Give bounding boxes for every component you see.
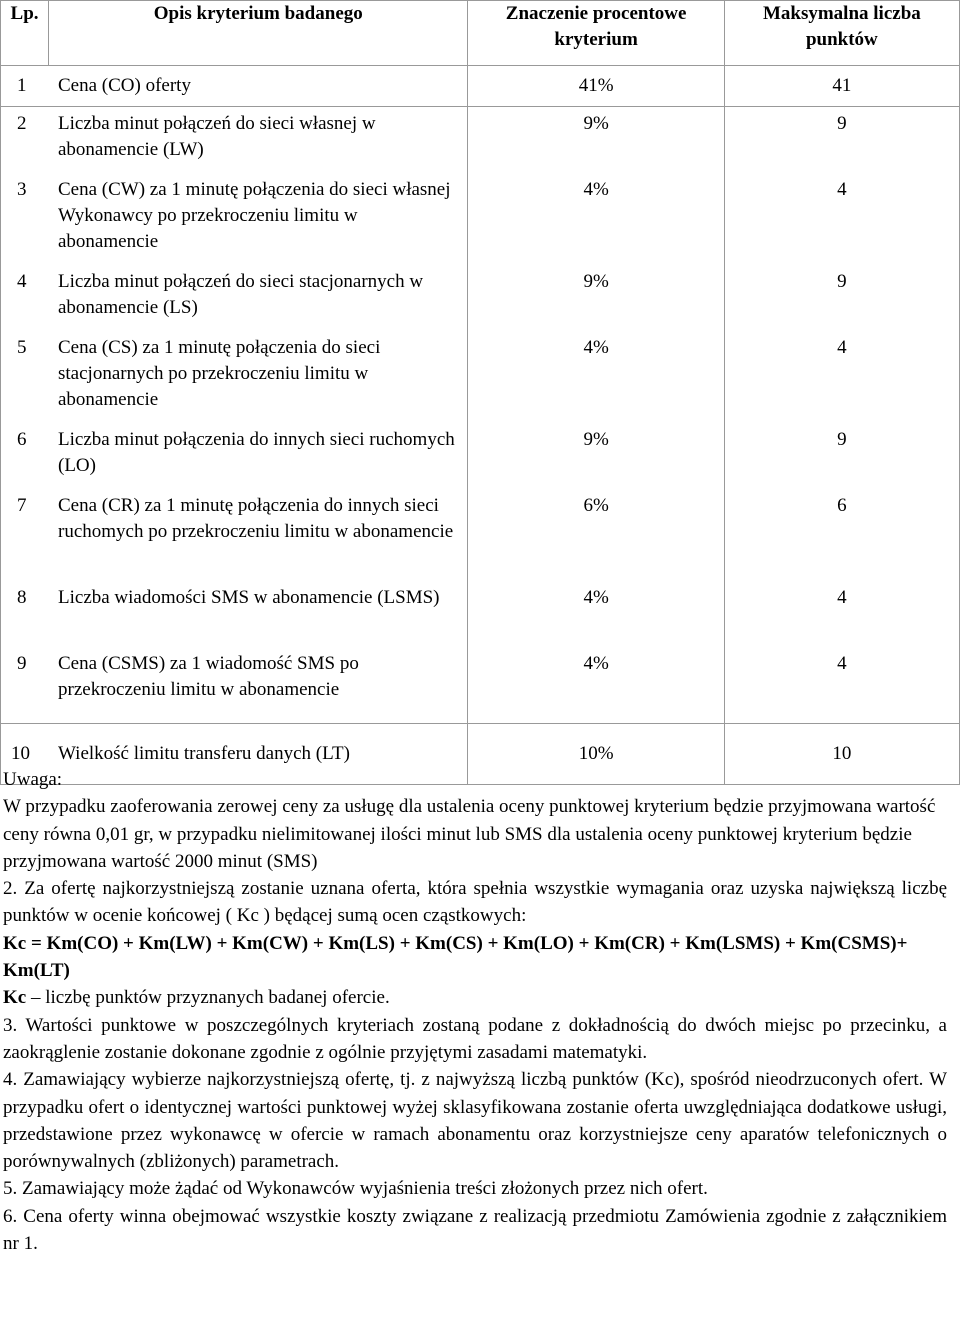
row-description: Cena (CR) za 1 minutę połączenia do innych sieci ruchomych po przekroczeniu limitu w abonamencie	[58, 495, 454, 542]
row-percentage: 6%	[583, 495, 609, 516]
row-number: 4	[17, 271, 27, 292]
row-description: Liczba minut połączeń do sieci stacjonarnych w abonamencie (LS)	[58, 271, 424, 318]
notes-section	[3, 766, 947, 1257]
row-description: Cena (CW) za 1 minutę połączenia do sieci własnej Wykonawcy po przekroczeniu limitu w abonamencie	[58, 179, 451, 252]
row-description: Cena (CS) za 1 minutę połączenia do sieci stacjonarnych po przekroczeniu limitu w abonamencie	[58, 337, 381, 410]
kc-definition	[3, 984, 947, 1011]
table-row	[1, 66, 960, 107]
row-number: 8	[17, 587, 27, 608]
header-max-points: Maksymalna liczba punktów	[724, 1, 959, 66]
kc-text: – liczbę punktów przyznanych badanej ofercie.	[26, 987, 390, 1009]
criteria-row-7	[1, 493, 467, 585]
criteria-row-8	[1, 585, 467, 651]
row-number: 1	[17, 75, 27, 96]
row-description: Cena (CSMS) za 1 wiadomość SMS po przekroczeniu limitu w abonamencie	[58, 653, 359, 700]
score-formula: Kc = Km(CO) + Km(LW) + Km(CW) + Km(LS) + Km(CS) + Km(LO) + Km(CR) + Km(LSMS) + Km(CSMS)+ Km(LT)	[3, 932, 908, 982]
criteria-row-4	[1, 269, 467, 335]
notes-heading: Uwaga:	[3, 769, 63, 790]
row-max-points: 9	[837, 271, 847, 292]
row-percentage: 9%	[583, 271, 609, 292]
row-max-points: 4	[837, 587, 847, 608]
row-number: 3	[17, 179, 27, 200]
row-max-points: 4	[837, 337, 847, 358]
note-paragraph-4: 4. Zamawiający wybierze najkorzystniejszą ofertę, tj. z najwyższą liczbą punktów (Kc), spośród nieodrzuconych ofert. W przypadku ofert o identycznej wartości punktowej wyżej sklasyfikowana zostanie oferta uwzględniająca dodatkowe usługi, przedstawione przez wykonawcę w ofercie w ramach abonamentu oraz korzystniejsze ceny aparatów telefonicznych o porównywalnych (zbliżonych) parametrach.	[3, 1069, 947, 1173]
row-max-points: 4	[837, 653, 847, 674]
row-description: Cena (CO) oferty	[58, 75, 191, 96]
criteria-row-6	[1, 427, 467, 493]
criteria-row-5	[1, 335, 467, 427]
row-description: Liczba wiadomości SMS w abonamencie (LSMS)	[58, 587, 440, 608]
note-paragraph-1: W przypadku zaoferowania zerowej ceny za usługę dla ustalenia oceny punktowej kryterium będzie przyjmowana wartość ceny równa 0,01 gr, w przypadku nielimitowanej ilości minut lub SMS dla ustalenia oceny punktowej kryterium będzie przyjmowana wartość 2000 minut (SMS)	[3, 796, 936, 872]
row-max-points: 9	[837, 429, 847, 450]
row-description: Liczba minut połączenia do innych sieci ruchomych (LO)	[58, 429, 455, 476]
kc-symbol: Kc	[3, 987, 27, 1009]
row-number: 10	[11, 743, 30, 764]
note-paragraph-2: 2. Za ofertę najkorzystniejszą zostanie uznana oferta, która spełnia wszystkie wymagania oraz uzyska największą liczbę punktów w ocenie końcowej ( Kc ) będącej sumą ocen cząstkowych:	[3, 878, 947, 927]
header-lp: Lp.	[1, 1, 49, 66]
row-number: 5	[17, 337, 27, 358]
row-number: 9	[17, 653, 27, 674]
header-description: Opis kryterium badanego	[49, 1, 468, 66]
row-max-points: 4	[837, 179, 847, 200]
row-max-points: 9	[837, 113, 847, 134]
row-percentage: 4%	[583, 653, 609, 674]
criteria-row-2	[1, 111, 467, 177]
row-percentage: 4%	[583, 337, 609, 358]
criteria-row-3	[1, 177, 467, 269]
row-max-points: 6	[837, 495, 847, 516]
note-paragraph-6: 6. Cena oferty winna obejmować wszystkie koszty związane z realizacją przedmiotu Zamówienia zgodnie z załącznikiem nr 1.	[3, 1205, 947, 1255]
row-percentage: 9%	[583, 429, 609, 450]
row-percentage: 4%	[583, 587, 609, 608]
row-description: Wielkość limitu transferu danych (LT)	[58, 743, 350, 764]
note-paragraph-3: 3. Wartości punktowe w poszczególnych kryteriach zostaną podane z dokładnością do dwóch miejsc po przecinku, a zaokrąglenie zostanie dokonane zgodnie z ogólnie przyjętymi zasadami matematyki.	[3, 1014, 947, 1063]
row-number: 2	[17, 113, 27, 134]
row-percentage: 41%	[468, 66, 724, 107]
row-percentage: 10%	[468, 724, 724, 785]
row-max-points: 10	[724, 724, 959, 785]
row-percentage: 9%	[583, 113, 609, 134]
header-percentage: Znaczenie procentowe kryterium	[468, 1, 724, 66]
criteria-row-9	[1, 651, 467, 717]
note-paragraph-5: 5. Zamawiający może żądać od Wykonawców wyjaśnienia treści złożonych przez nich ofert.	[3, 1178, 708, 1200]
row-number: 6	[17, 429, 27, 450]
row-description: Liczba minut połączeń do sieci własnej w abonamencie (LW)	[58, 113, 376, 160]
row-percentage: 4%	[583, 179, 609, 200]
row-number: 7	[17, 495, 27, 516]
row-max-points: 41	[724, 66, 959, 107]
table-header-row	[1, 1, 960, 66]
criteria-group-row	[1, 107, 960, 724]
